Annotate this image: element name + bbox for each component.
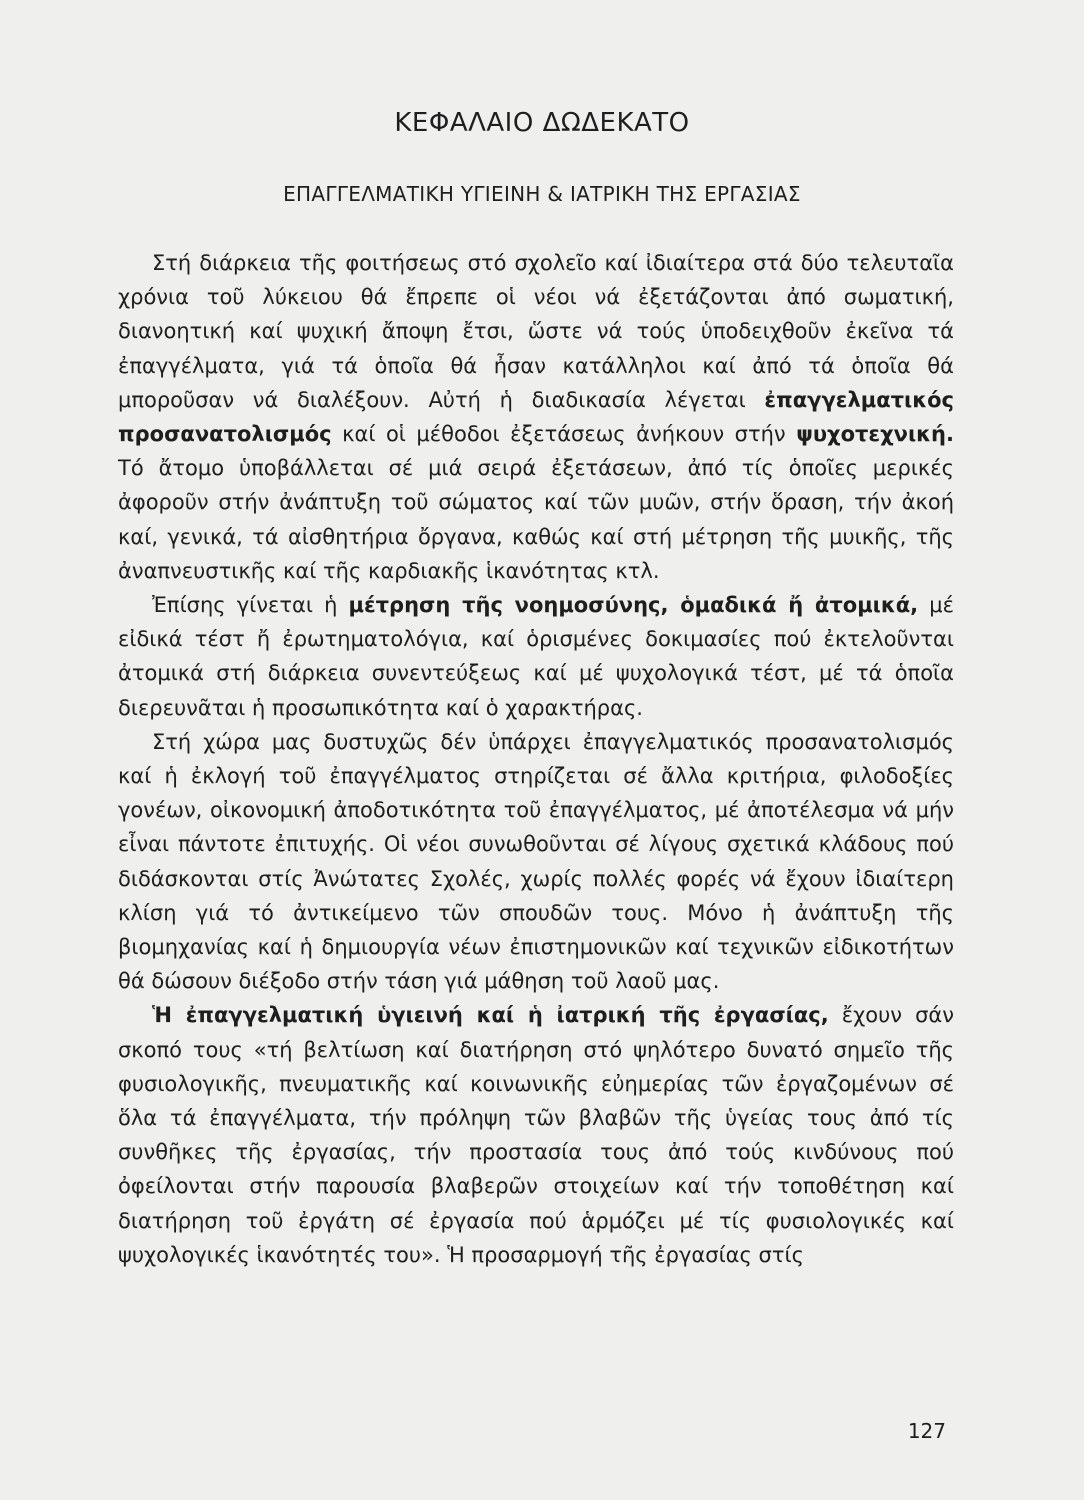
text-run: Ἐπίσης γίνεται ἡ [152, 593, 349, 618]
text-run: ἔχουν σάν σκοπό τους «τή βελτίωση καί διατήρηση στό ψηλότερο δυνατό σημεῖο τῆς φυσιολογικῆς, πνευματικῆς καί κοινωνικῆς εὐημερίας τῶν ἐργαζομένων σέ ὅλα τά ἐπαγγέλματα, τήν πρόληψη τῶν βλαβῶν τῆς ὑγείας τους ἀπό τίς συνθῆκες τῆς ἐργασίας, τήν προστασία τους ἀπό τούς κινδύνους πού ὀφείλονται στήν παρουσία βλαβερῶν στοιχείων καί τήν τοποθέτηση καί διατήρηση τοῦ ἐργάτη σέ ἐργασία πού ἁρμόζει μέ τίς φυσιολογικές καί ψυχολογικές ἱκανότητές του». Ἡ προσαρμογή τῆς ἐργασίας στίς [118, 1003, 954, 1267]
paragraph-4 [118, 998, 954, 1272]
paragraph-1 [118, 246, 954, 588]
chapter-title: ΚΕΦΑΛΑΙΟ ΔΩΔΕΚΑΤΟ [394, 108, 690, 138]
text-run: Στή χώρα μας δυστυχῶς δέν ὑπάρχει ἐπαγγελματικός προσανατολισμός καί ἡ ἐκλογή τοῦ ἐπαγγέλματος στηρίζεται σέ ἄλλα κριτήρια, φιλοδοξίες γονέων, οἰκονομική ἀποδοτικότητα τοῦ ἐπαγγέλματος, μέ ἀποτέλεσμα νά μήν εἶναι πάντοτε ἐπιτυχής. Οἱ νέοι συνωθοῦνται σέ λίγους σχετικά κλάδους πού διδάσκονται στίς Ἀνώτατες Σχολές, χωρίς πολλές φορές νά ἔχουν ἰδιαίτερη κλίση γιά τό ἀντικείμενο τῶν σπουδῶν τους. Μόνο ἡ ἀνάπτυξη τῆς βιομηχανίας καί ἡ δημιουργία νέων ἐπιστημονικῶν καί τεχνικῶν εἰδικοτήτων θά δώσουν διέξοδο στήν τάση γιά μάθηση τοῦ λαοῦ μας. [118, 729, 954, 994]
body-text [118, 246, 954, 1272]
bold-term: ψυχοτεχνική. [796, 422, 954, 447]
page-number: 127 [907, 1419, 946, 1443]
bold-term: ἐπαγγελματικός προσανατολισμός [118, 387, 954, 447]
paragraph-3 [118, 725, 954, 999]
text-run: μέ εἰδικά τέστ ἤ ἐρωτηματολόγια, καί ὁρισμένες δοκιμασίες πού ἐκτελοῦνται ἀτομικά στή διάρκεια συνεντεύξεως καί μέ ψυχολογικά τέστ, μέ τά ὁποῖα διερευνᾶται ἡ προσωπικότητα καί ὁ χαρακτήρας. [118, 593, 954, 720]
section-title: ΕΠΑΓΓΕΛΜΑΤΙΚΗ ΥΓΙΕΙΝΗ & ΙΑΤΡΙΚΗ ΤΗΣ ΕΡΓΑΣΙΑΣ [283, 182, 801, 206]
text-run: καί οἱ μέθοδοι ἐξετάσεως ἀνήκουν στήν [331, 422, 797, 447]
bold-term: Ἡ ἐπαγγελματική ὑγιεινή καί ἡ ἰατρική τῆς ἐργασίας, [152, 1003, 829, 1028]
bold-term: μέτρηση τῆς νοημοσύνης, ὁμαδικά ἤ ἀτομικά, [348, 593, 919, 618]
text-run: Στή διάρκεια τῆς φοιτήσεως στό σχολεῖο καί ἰδιαίτερα στά δύο τελευταῖα χρόνια τοῦ λύκειου θά ἔπρεπε οἱ νέοι νά ἐξετάζονται ἀπό σωματική, διανοητική καί ψυχική ἄποψη ἔτσι, ὥστε νά τούς ὑποδειχθοῦν ἐκεῖνα τά ἐπαγγέλματα, γιά τά ὁποῖα θά ἦσαν κατάλληλοι καί ἀπό τά ὁποῖα θά μποροῦσαν νά διαλέξουν. Αὐτή ἡ διαδικασία λέγεται [118, 251, 954, 412]
paragraph-2 [118, 588, 954, 725]
text-run: Τό ἄτομο ὑποβάλλεται σέ μιά σειρά ἐξετάσεων, ἀπό τίς ὁποῖες μερικές ἀφοροῦν στήν ἀνάπτυξη τοῦ σώματος καί τῶν μυῶν, στήν ὅραση, τήν ἀκοή καί, γενικά, τά αἰσθητήρια ὄργανα, καθώς καί στή μέτρηση τῆς μυικῆς, τῆς ἀναπνευστικῆς καί τῆς καρδιακῆς ἱκανότητας κτλ. [118, 456, 954, 583]
